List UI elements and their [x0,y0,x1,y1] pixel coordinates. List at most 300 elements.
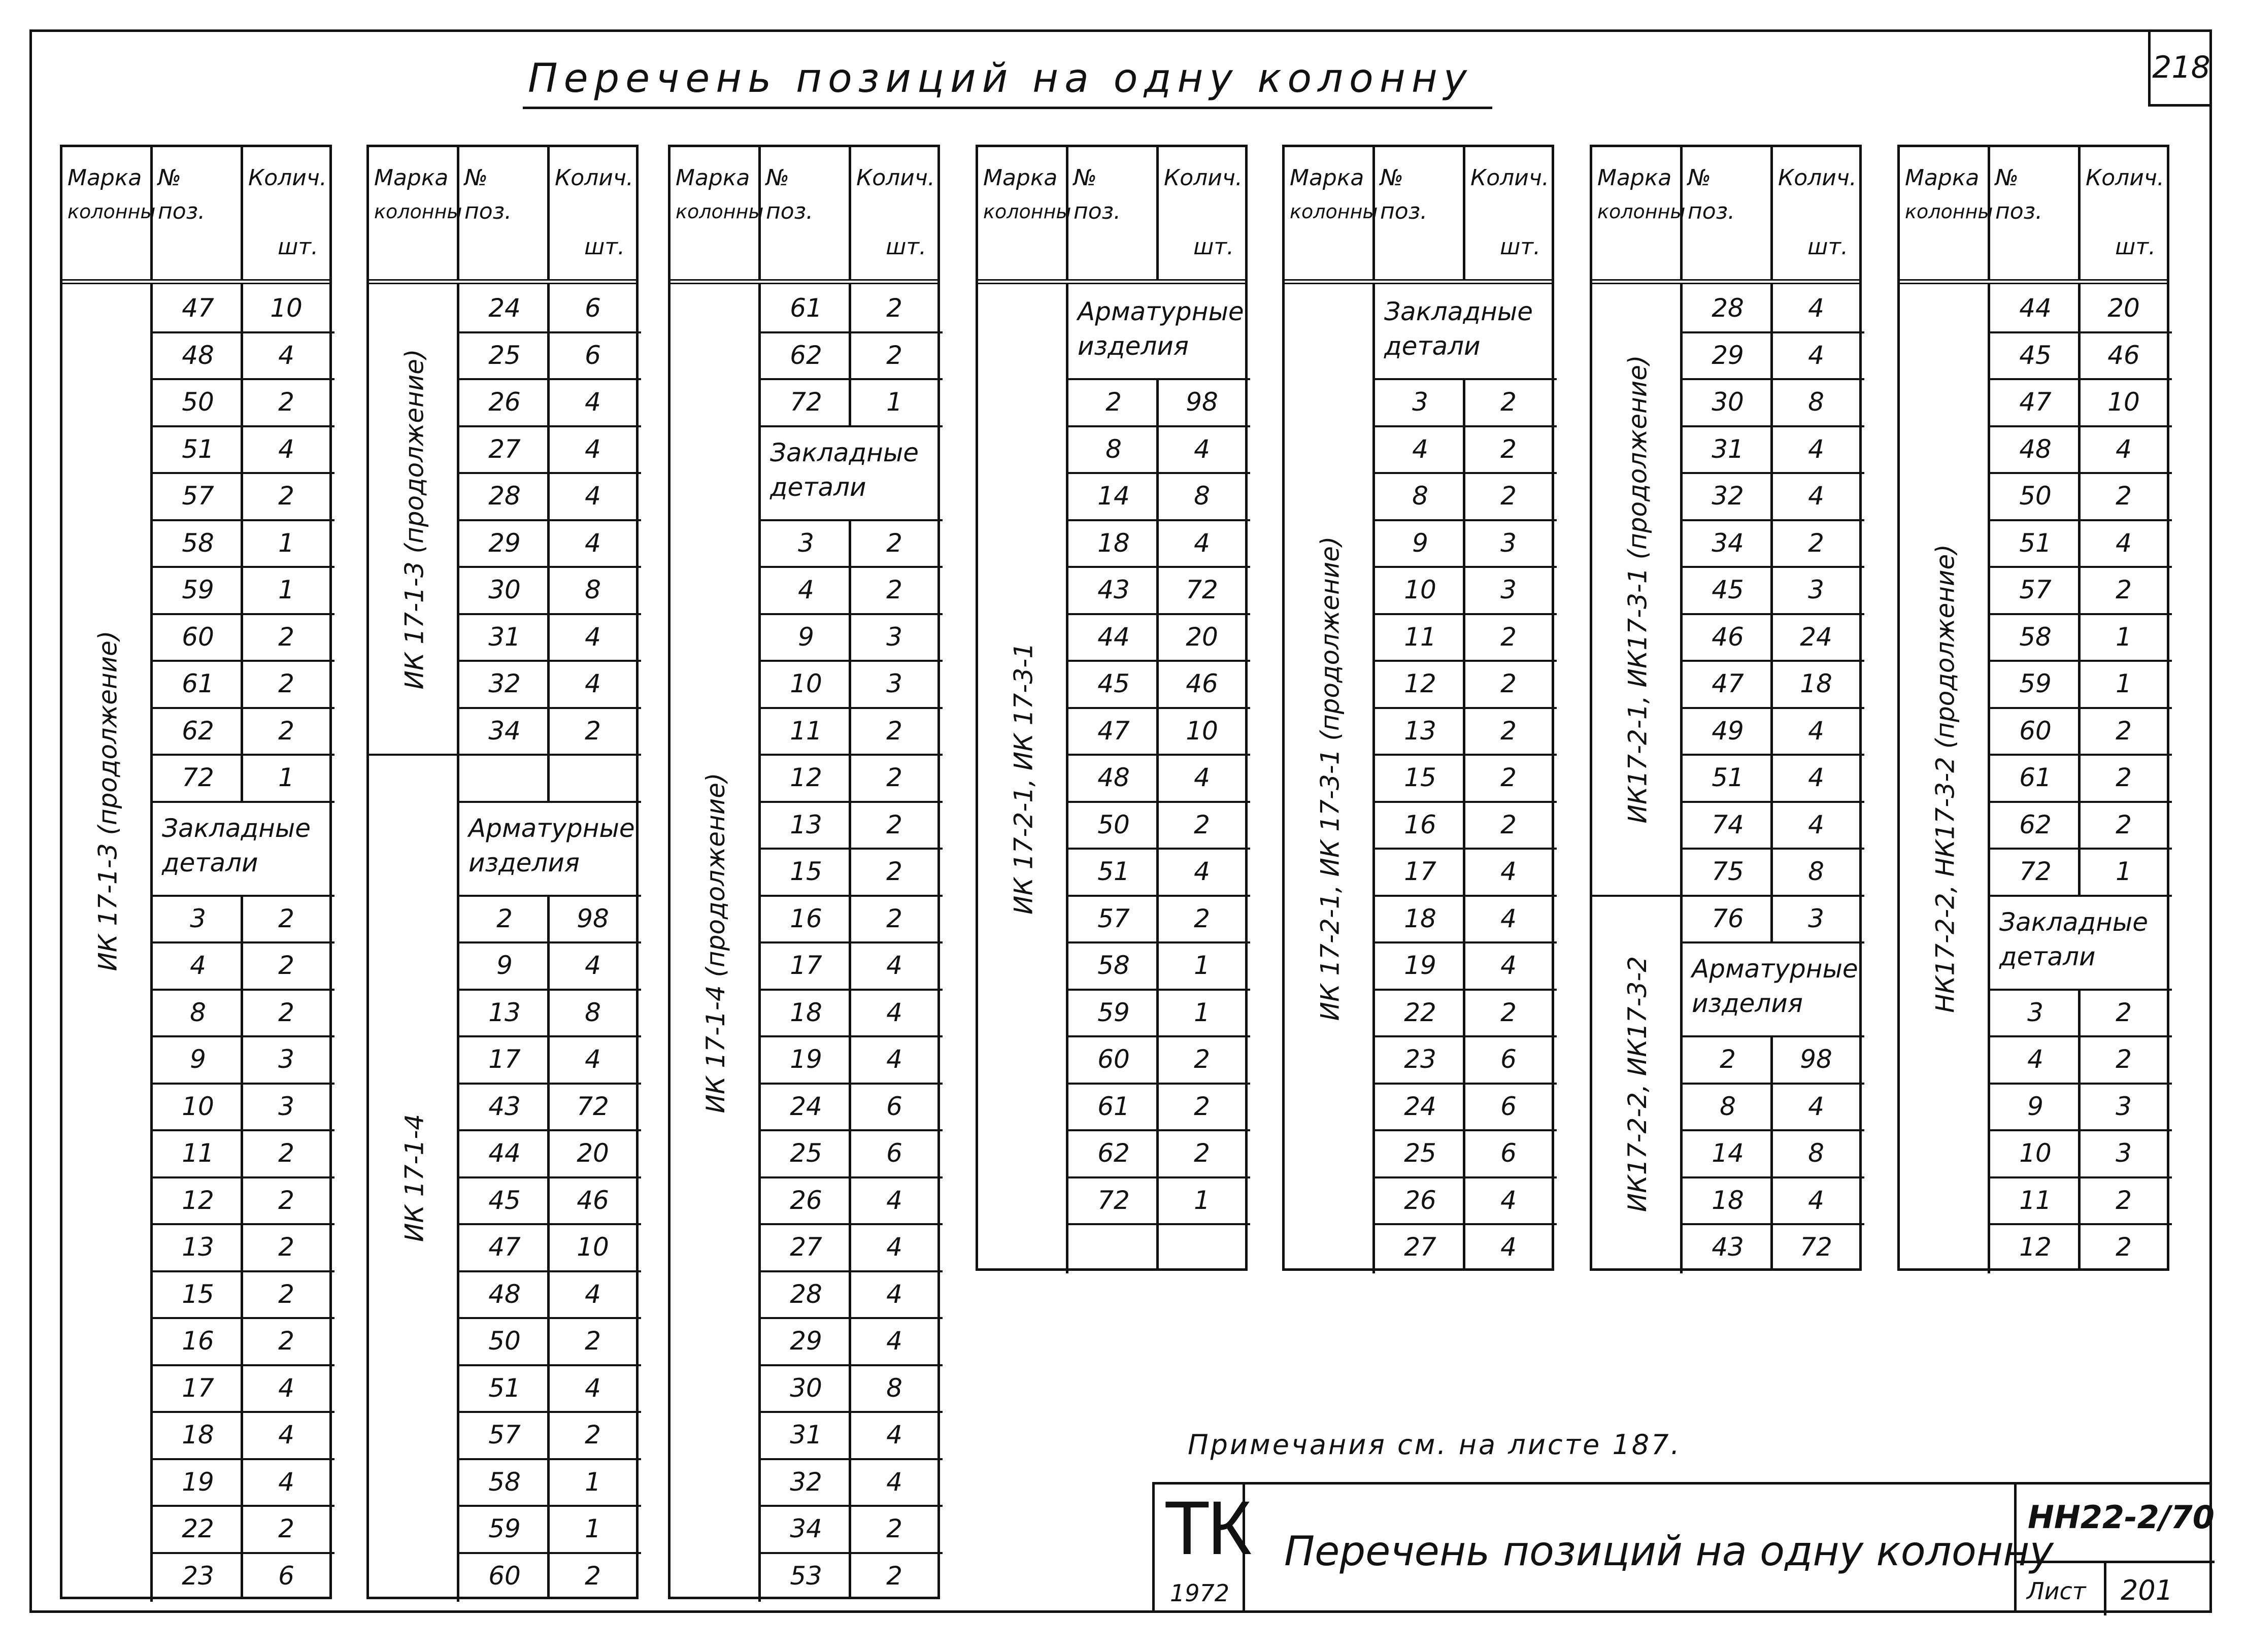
position-number: 22 [1404,997,1436,1027]
row-line [761,848,943,850]
header-pos-text: поз. [158,198,206,224]
row-line [153,566,334,568]
quantity: 4 [2116,434,2132,464]
row-line [459,1083,641,1085]
section-label: Закладные детали [1384,297,1533,361]
position-number: 23 [182,1561,214,1591]
position-number: 11 [1404,622,1436,652]
position-number: 60 [182,622,214,652]
quantity: 2 [886,1514,902,1543]
position-number: 26 [488,387,521,417]
position-number: 3 [2027,997,2043,1027]
quantity: 4 [1808,293,1824,323]
header-qty-text: Колич. [555,165,633,191]
quantity: 4 [278,1467,294,1497]
quantity: 46 [577,1185,609,1215]
header-pos-text: поз. [766,198,814,224]
quantity: 3 [2116,1091,2132,1121]
row-line [1375,1129,1557,1131]
quantity: 3 [278,1091,294,1121]
position-number: 13 [790,810,822,839]
quantity: 4 [1808,340,1824,370]
row-line [761,941,943,943]
quantity: 4 [278,340,294,370]
row-line [761,1411,943,1413]
position-number: 18 [1404,903,1436,933]
quantity: 2 [1808,528,1824,558]
row-line [1683,378,1864,380]
quantity: 4 [886,1467,902,1497]
quantity: 10 [577,1232,609,1262]
row-line [1375,519,1557,521]
header-qty-text: Колич. [248,165,327,191]
header-unit: шт. [1500,234,1540,260]
row-line [1990,425,2172,427]
row-line [1990,566,2172,568]
position-number: 12 [182,1185,214,1215]
row-line [1375,1035,1557,1037]
position-number: 45 [2019,340,2052,370]
quantity: 1 [278,763,294,792]
position-number: 16 [182,1326,214,1356]
position-number: 43 [1097,575,1130,604]
position-number: 9 [2027,1091,2043,1121]
quantity: 1 [2116,857,2132,886]
quantity: 1 [2116,669,2132,698]
position-number: 50 [488,1326,521,1356]
header-pos [761,147,851,279]
position-number: 45 [1712,575,1744,604]
position-number: 74 [1712,810,1744,839]
row-line [1990,801,2172,803]
quantity: 4 [1808,481,1824,511]
position-number: 14 [1097,481,1130,511]
position-number: 60 [488,1561,521,1591]
column-mark: ИК 17-1-4 [399,1114,429,1242]
row-line [153,707,334,709]
quantity: 2 [278,1232,294,1262]
quantity: 2 [2116,763,2132,792]
position-number: 57 [182,481,214,511]
header-qty [1159,147,1245,279]
quantity: 1 [585,1467,601,1497]
quantity: 2 [585,1561,601,1591]
position-number: 72 [790,387,822,417]
quantity: 4 [886,1232,902,1262]
position-number: 10 [182,1091,214,1121]
quantity: 4 [886,1326,902,1356]
quantity: 4 [886,1044,902,1074]
quantity: 98 [577,903,609,933]
row-line [153,1505,334,1507]
row-line [761,331,943,333]
column-mark: ИК 17-2-1, ИК 17-3-1 (продолжение) [1315,536,1345,1021]
quantity: 4 [1194,763,1210,792]
position-number: 28 [488,481,521,511]
header-pos-text: № [766,165,789,191]
quantity: 4 [585,387,601,417]
row-line [1990,1129,2172,1131]
row-line [1068,613,1250,615]
quantity: 6 [1500,1138,1517,1168]
position-number: 61 [182,669,214,698]
position-number: 32 [1712,481,1744,511]
row-line [1068,378,1250,380]
quantity: 4 [1808,716,1824,746]
position-number: 26 [1404,1185,1436,1215]
row-line [153,1035,334,1037]
quantity: 4 [1500,951,1517,980]
quantity: 4 [1808,434,1824,464]
quantity: 1 [2116,622,2132,652]
position-number: 2 [1720,1044,1736,1074]
header-pos-text: № [464,165,488,191]
position-number: 25 [790,1138,822,1168]
row-line [761,378,943,380]
row-line [1068,566,1250,568]
position-number: 47 [1712,669,1744,698]
header-pos-text: поз. [1688,198,1735,224]
position-number: 24 [790,1091,822,1121]
position-number: 76 [1712,903,1744,933]
row-line [1068,1083,1250,1085]
sheet-divider [2104,1563,2106,1615]
row-line [1683,472,1864,474]
position-number: 44 [2019,293,2052,323]
position-number: 44 [488,1138,521,1168]
column-mark: ИК17-2-1, ИК17-3-1 (продолжение) [1623,355,1652,824]
header-pos-text: № [1074,165,1097,191]
row-line [1375,378,1557,380]
row-line [761,1176,943,1178]
row-line [1068,754,1250,756]
row-line [153,1129,334,1131]
position-number: 59 [2019,669,2052,698]
position-number: 18 [790,997,822,1027]
header-mark [1285,147,1378,279]
quantity: 10 [1186,716,1218,746]
row-line [1990,519,2172,521]
position-number: 51 [488,1373,521,1403]
position-number: 27 [1404,1232,1436,1262]
header-qty-text: Колич. [856,165,935,191]
position-number: 18 [1097,528,1130,558]
row-line [1990,707,2172,709]
position-number: 75 [1712,857,1744,886]
row-line [153,519,334,521]
tk-logo: ТК [1164,1485,1249,1570]
header-mark-text: колонны [1290,200,1378,223]
header-mark-text: колонны [1597,200,1686,223]
row-line [1683,895,1864,897]
quantity: 2 [2116,997,2132,1027]
quantity: 2 [1500,669,1517,698]
quantity: 2 [278,1138,294,1168]
quantity: 2 [278,1279,294,1309]
row-line [1683,331,1864,333]
header-pos-text: поз. [1074,198,1121,224]
row-line [459,1411,641,1413]
header-pos [1375,147,1465,279]
row-line [1683,707,1864,709]
position-number: 58 [488,1467,521,1497]
position-number: 8 [1720,1091,1736,1121]
row-line [459,566,641,568]
row-line [153,801,334,803]
header-qty-text: Колич. [1778,165,1857,191]
position-number: 22 [182,1514,214,1543]
row-line [1683,1035,1864,1037]
position-number: 18 [182,1420,214,1449]
position-number: 27 [790,1232,822,1262]
quantity: 4 [585,528,601,558]
position-number: 17 [182,1373,214,1403]
header-mark-text: Марка [1905,165,1980,191]
quantity: 2 [278,903,294,933]
row-line [761,660,943,662]
header-unit: шт. [1807,234,1848,260]
quantity: 1 [1194,997,1210,1027]
quantity: 2 [2116,1185,2132,1215]
position-number: 34 [790,1514,822,1543]
quantity: 3 [1808,575,1824,604]
quantity: 2 [278,1514,294,1543]
row-line [1990,1223,2172,1225]
position-number: 32 [488,669,521,698]
row-line [153,472,334,474]
quantity: 6 [886,1091,902,1121]
quantity: 4 [886,1279,902,1309]
position-number: 59 [488,1514,521,1543]
quantity: 20 [577,1138,609,1168]
row-line [1068,801,1250,803]
quantity: 20 [1186,622,1218,652]
position-number: 29 [790,1326,822,1356]
position-number: 34 [1712,528,1744,558]
row-line [1375,754,1557,756]
position-table [1897,145,2169,1271]
row-line [1683,941,1864,943]
position-number: 61 [2019,763,2052,792]
row-line [459,941,641,943]
quantity: 4 [585,434,601,464]
quantity: 2 [1194,1138,1210,1168]
column-mark: ИК 17-2-1, ИК 17-3-1 [1009,643,1038,915]
position-number: 45 [1097,669,1130,698]
header-pos [153,147,243,279]
position-number: 26 [790,1185,822,1215]
row-line [761,1270,943,1272]
row-line [761,1035,943,1037]
row-line [459,472,641,474]
quantity: 8 [1194,481,1210,511]
quantity: 3 [1808,903,1824,933]
position-number: 12 [1404,669,1436,698]
header-mark-text: Марка [983,165,1058,191]
quantity: 2 [278,1326,294,1356]
quantity: 2 [1500,997,1517,1027]
quantity: 1 [278,575,294,604]
header-qty-text: Колич. [1470,165,1549,191]
position-number: 14 [1712,1138,1744,1168]
quantity: 4 [1500,903,1517,933]
quantity: 3 [886,622,902,652]
header-pos [1068,147,1159,279]
row-line [459,707,641,709]
header-mark [671,147,764,279]
row-line [1990,378,2172,380]
row-line [1683,1176,1864,1178]
table-header [1285,147,1552,284]
header-qty-text: Колич. [1164,165,1243,191]
title-block [1152,1482,2215,1613]
position-number: 72 [2019,857,2052,886]
position-number: 31 [1712,434,1744,464]
header-mark [369,147,462,279]
position-number: 62 [1097,1138,1130,1168]
quantity: 2 [585,1420,601,1449]
position-table [976,145,1248,1271]
quantity: 2 [278,716,294,746]
quantity: 46 [1186,669,1218,698]
row-line [1375,989,1557,991]
header-pos-text: № [1380,165,1403,191]
header-qty [1465,147,1552,279]
row-line [1990,1083,2172,1085]
quantity: 72 [577,1091,609,1121]
header-pos-text: № [1688,165,1711,191]
position-number: 48 [2019,434,2052,464]
position-table [60,145,332,1599]
quantity: 6 [585,340,601,370]
position-number: 44 [1097,622,1130,652]
row-line [1990,472,2172,474]
row-line [761,1552,943,1554]
row-line [761,613,943,615]
logo-box [1155,1485,1249,1613]
row-line [1375,707,1557,709]
quantity: 2 [886,903,902,933]
row-line [459,1505,641,1507]
sheet-label: Лист [2027,1577,2086,1605]
row-line [1990,754,2172,756]
header-pos-text: поз. [1380,198,1428,224]
quantity: 2 [2116,810,2132,839]
position-number: 62 [790,340,822,370]
position-number: 19 [790,1044,822,1074]
position-number: 25 [1404,1138,1436,1168]
quantity: 2 [886,528,902,558]
position-number: 12 [790,763,822,792]
position-number: 10 [790,669,822,698]
row-line [761,754,943,756]
row-line [153,1552,334,1554]
quantity: 2 [2116,1044,2132,1074]
position-number: 19 [182,1467,214,1497]
position-number: 24 [488,293,521,323]
row-line [1375,425,1557,427]
stamp-title: Перечень позиций на одну колонну [1284,1528,2054,1575]
row-line [153,1270,334,1272]
quantity: 2 [2116,481,2132,511]
header-unit: шт. [2115,234,2156,260]
quantity: 8 [1808,387,1824,417]
row-line [1683,425,1864,427]
row-line [1068,895,1250,897]
quantity: 4 [585,1044,601,1074]
row-line [1068,1035,1250,1037]
row-line [459,895,641,897]
quantity: 10 [270,293,303,323]
header-mark-text: Марка [68,165,142,191]
row-line [459,1176,641,1178]
position-number: 50 [1097,810,1130,839]
position-number: 31 [488,622,521,652]
quantity: 2 [1500,434,1517,464]
row-line [459,1458,641,1460]
position-number: 28 [1712,293,1744,323]
quantity: 2 [886,293,902,323]
quantity: 4 [1808,763,1824,792]
position-number: 51 [1712,763,1744,792]
position-table [1590,145,1862,1271]
table-header [1900,147,2167,284]
row-line [1990,613,2172,615]
position-number: 57 [488,1420,521,1449]
position-number: 27 [488,434,521,464]
position-number: 61 [790,293,822,323]
header-unit: шт. [584,234,625,260]
document-code: НН22-2/70 [2028,1499,2215,1536]
position-number: 47 [1097,716,1130,746]
quantity: 1 [1194,1185,1210,1215]
row-line [459,613,641,615]
quantity: 2 [278,387,294,417]
row-line [1375,566,1557,568]
row-line [1068,1223,1250,1225]
quantity: 4 [278,1373,294,1403]
row-line [459,754,641,756]
quantity: 4 [585,622,601,652]
position-number: 25 [488,340,521,370]
row-line [153,1317,334,1319]
row-line [1990,1176,2172,1178]
position-number: 13 [488,997,521,1027]
quantity: 4 [1500,857,1517,886]
cell-divider [1156,1223,1159,1270]
table-header [369,147,636,284]
row-line [761,1223,943,1225]
position-number: 62 [2019,810,2052,839]
quantity: 2 [1194,1091,1210,1121]
position-number: 48 [1097,763,1130,792]
row-line [459,378,641,380]
position-number: 3 [1412,387,1428,417]
quantity: 46 [2107,340,2140,370]
row-line [1068,989,1250,991]
position-number: 9 [190,1044,206,1074]
row-line [761,801,943,803]
header-qty [1773,147,1859,279]
position-number: 62 [182,716,214,746]
position-number: 58 [2019,622,2052,652]
quantity: 8 [585,575,601,604]
row-line [459,1364,641,1366]
position-number: 51 [182,434,214,464]
quantity: 98 [1800,1044,1832,1074]
quantity: 8 [1808,1138,1824,1168]
row-line [153,378,334,380]
